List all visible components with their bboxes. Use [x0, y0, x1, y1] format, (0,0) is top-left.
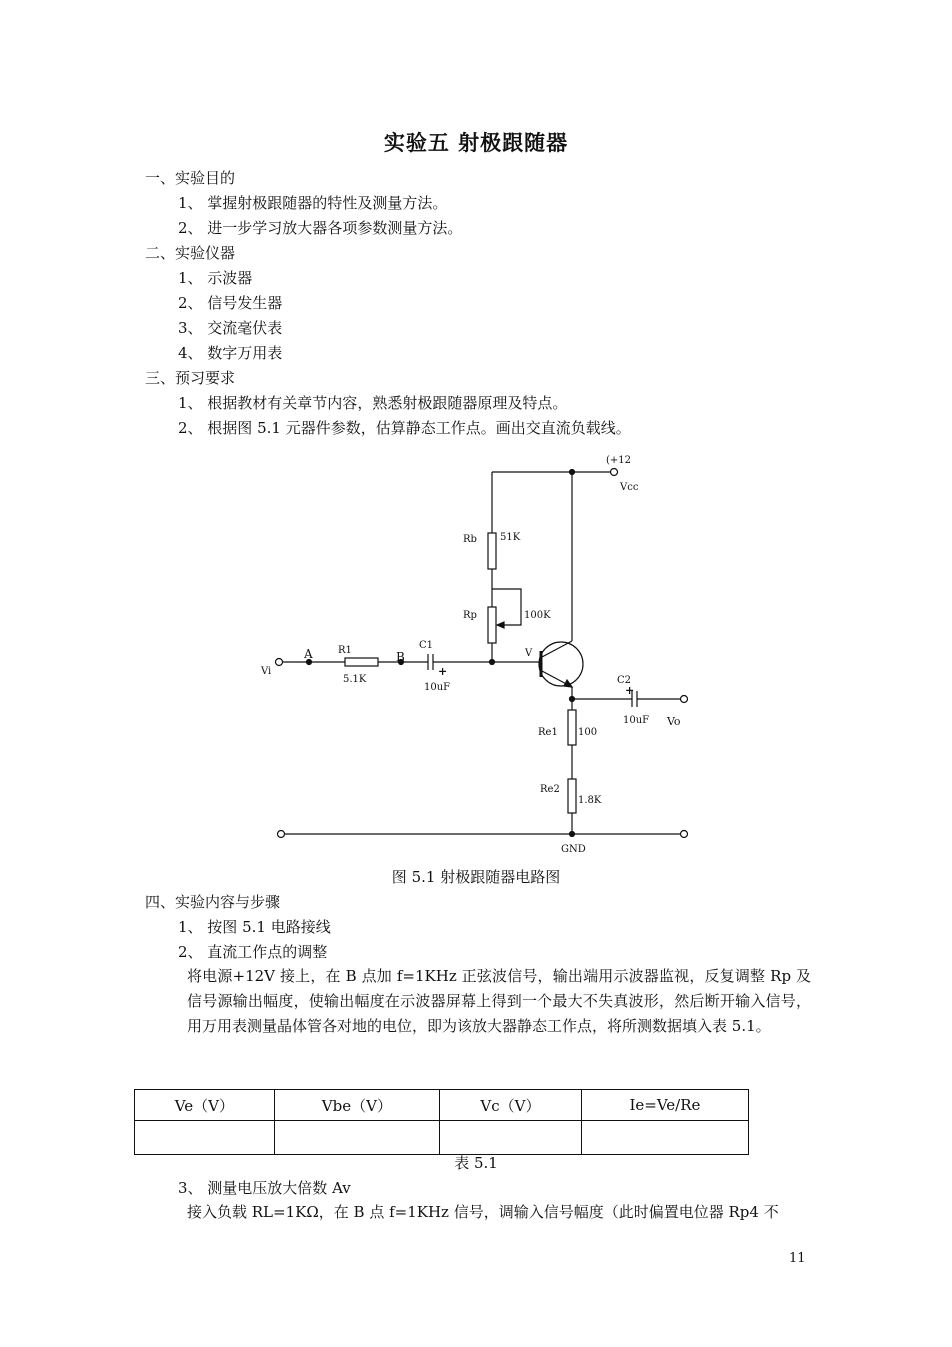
c1-value-label: 10uF: [424, 682, 451, 693]
page-title: 实验五 射极跟随器: [383, 130, 569, 155]
vcc-terminal: [611, 469, 618, 476]
base-junction-dot: [490, 660, 495, 665]
list-item: 2、 根据图 5.1 元器件参数，估算静态工作点。画出交直流负载线。: [178, 419, 631, 437]
paragraph: 将电源+12V 接上，在 B 点加 f=1KHz 正弦波信号，输出端用示波器监视，反复调整 Rp 及信号源输出幅度，使输出幅度在示波器屏幕上得到一个最大不失真波形，然后断开输入信号，用万用表测量晶体管各对地的电位，即为该放大器静态工作点，将所测数据填入表 5.1。: [187, 967, 811, 1035]
c2-value-label: 10uF: [623, 715, 650, 726]
c1-plus-label: +: [438, 665, 448, 678]
vcc-label: Vcc: [620, 482, 639, 493]
table-header-cell: Ve（V）: [135, 1090, 275, 1121]
re2-resistor: [568, 779, 576, 813]
table-cell: [135, 1121, 275, 1155]
vo-terminal: [681, 696, 688, 703]
gnd-left-terminal: [278, 831, 285, 838]
list-item: 1、 掌握射极跟随器的特性及测量方法。: [178, 194, 448, 212]
section-heading-instruments: 二、实验仪器: [145, 244, 236, 262]
node-a-label: A: [304, 647, 313, 661]
table-cell: [440, 1121, 582, 1155]
rb-resistor: [488, 533, 496, 569]
transistor-body: [539, 642, 583, 686]
page-number: 11: [789, 1251, 806, 1266]
table-cell: [581, 1121, 748, 1155]
table-row: [135, 1121, 749, 1155]
section-heading-preview: 三、预习要求: [145, 369, 236, 387]
vi-terminal: [276, 659, 283, 666]
gnd-right-terminal: [681, 831, 688, 838]
supply-label: (+12: [606, 455, 632, 466]
table-caption: 表 5.1: [454, 1154, 498, 1172]
gnd-label: GND: [561, 844, 586, 855]
rp-resistor: [488, 607, 496, 643]
list-item: 2、 进一步学习放大器各项参数测量方法。: [178, 219, 463, 237]
rp-label: Rp: [463, 610, 477, 621]
list-item: 4、 数字万用表: [178, 344, 283, 362]
step-item: 3、 测量电压放大倍数 Av: [178, 1179, 351, 1197]
collector-lead: [542, 641, 572, 657]
r1-resistor: [345, 658, 378, 666]
rb-label: Rb: [463, 534, 477, 545]
vi-label: Vi: [261, 666, 272, 677]
step-item: 2、 直流工作点的调整: [178, 943, 328, 961]
r1-label: R1: [338, 645, 352, 656]
rp-wiper-arrow: [497, 622, 504, 628]
vo-label: Vo: [667, 715, 681, 728]
rb-value-label: 51K: [500, 532, 521, 543]
re2-label: Re2: [540, 784, 560, 795]
rp-value-label: 100K: [524, 610, 551, 621]
list-item: 1、 根据教材有关章节内容，熟悉射极跟随器原理及特点。: [178, 394, 568, 412]
gnd-junction-dot: [570, 832, 575, 837]
table-header-row: [135, 1090, 749, 1121]
transistor-label: V: [525, 648, 533, 659]
r1-value-label: 5.1K: [343, 674, 367, 685]
list-item: 3、 交流毫伏表: [178, 319, 283, 337]
table-header-cell: Vc（V）: [440, 1090, 582, 1121]
re2-value-label: 1.8K: [578, 795, 602, 806]
table-header-cell: Ie=Ve/Re: [581, 1090, 748, 1121]
section-heading-objectives: 一、实验目的: [145, 169, 236, 187]
c2-plus-label: +: [625, 684, 635, 697]
paragraph: 接入负载 RL=1KΩ，在 B 点 f=1KHz 信号，调输入信号幅度（此时偏置电位器 Rp4 不: [187, 1203, 779, 1221]
re1-label: Re1: [538, 727, 558, 738]
list-item: 2、 信号发生器: [178, 294, 283, 312]
circuit-diagram: [0, 440, 952, 865]
re1-resistor: [568, 710, 576, 745]
list-item: 1、 示波器: [178, 269, 253, 287]
table-5-1: [134, 1089, 749, 1155]
c2-label: C2: [617, 675, 632, 686]
figure-caption: 图 5.1 射极跟随器电路图: [391, 868, 561, 886]
step-item: 1、 按图 5.1 电路接线: [178, 918, 331, 936]
re1-value-label: 100: [578, 727, 598, 738]
node-b-label: B: [396, 650, 405, 664]
table-cell: [274, 1121, 439, 1155]
c1-label: C1: [419, 640, 434, 651]
table-header-cell: Vbe（V）: [274, 1090, 439, 1121]
section-heading-procedure: 四、实验内容与步骤: [145, 893, 281, 911]
